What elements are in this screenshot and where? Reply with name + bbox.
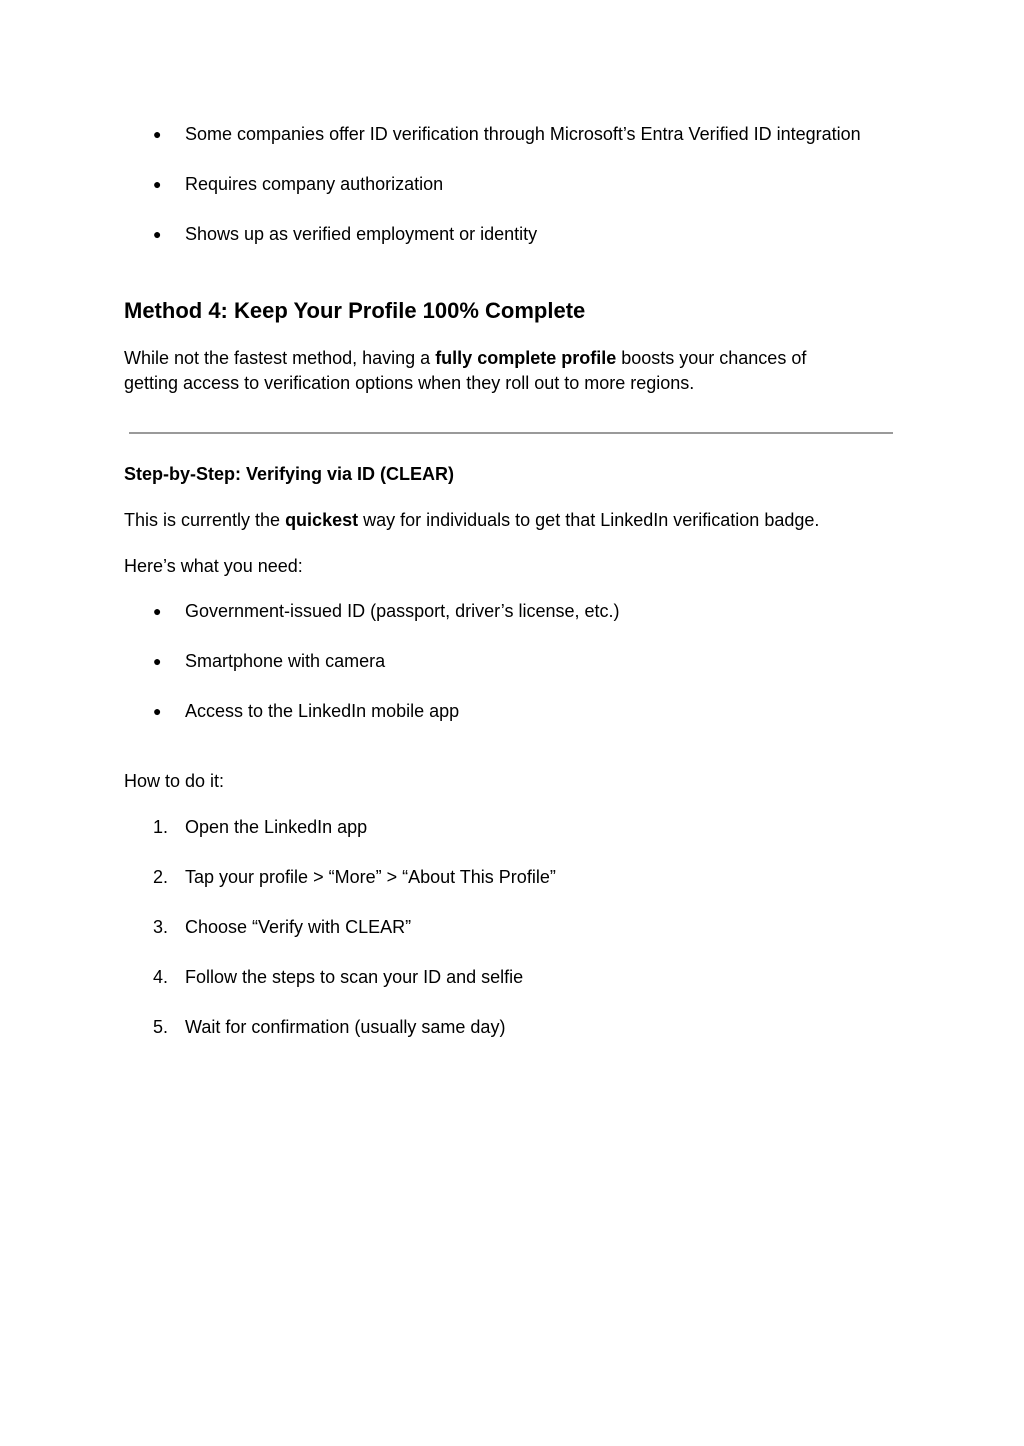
- text-run: This is currently the: [124, 510, 286, 530]
- steps-intro: [124, 508, 819, 533]
- bullet-dot: ●: [153, 176, 162, 192]
- step-number: 3.: [153, 917, 169, 937]
- horizontal-divider: [129, 432, 893, 434]
- bold-text-run: fully complete profile: [435, 348, 617, 368]
- bullet-dot: ●: [153, 226, 162, 242]
- method4-paragraph-line2: getting access to verification options when they roll out to more regions.: [124, 373, 695, 393]
- list-item-text: Follow the steps to scan your ID and selfie: [185, 967, 524, 987]
- step-number: 5.: [153, 1017, 169, 1037]
- bullet-dot: ●: [153, 603, 162, 619]
- list-item-text: Some companies offer ID verification through Microsoft’s Entra Verified ID integration: [185, 124, 861, 144]
- list-item-text: Tap your profile > “More” > “About This Profile”: [185, 867, 556, 887]
- step-number: 1.: [153, 817, 169, 837]
- list-item-text: Shows up as verified employment or identity: [185, 224, 538, 244]
- bullet-dot: ●: [153, 126, 162, 142]
- bullet-dot: ●: [153, 653, 162, 669]
- list-item-text: Wait for confirmation (usually same day): [185, 1017, 506, 1037]
- list-item-text: Smartphone with camera: [185, 651, 386, 671]
- list-item-text: Choose “Verify with CLEAR”: [185, 917, 412, 937]
- text-run: boosts your chances of: [616, 348, 807, 368]
- bold-text-run: quickest: [285, 510, 359, 530]
- bullet-dot: ●: [153, 703, 162, 719]
- how-label: How to do it:: [124, 771, 225, 791]
- needs-label: Here’s what you need:: [124, 556, 303, 576]
- text-run: way for individuals to get that LinkedIn verification badge.: [358, 510, 820, 530]
- list-item-text: Requires company authorization: [185, 174, 444, 194]
- list-item-text: Open the LinkedIn app: [185, 817, 368, 837]
- step-number: 2.: [153, 867, 169, 887]
- method4-paragraph-line1: [124, 346, 806, 371]
- list-item-text: Access to the LinkedIn mobile app: [185, 701, 460, 721]
- method4-heading: Method 4: Keep Your Profile 100% Complete: [124, 298, 586, 323]
- steps-heading: Step-by-Step: Verifying via ID (CLEAR): [124, 464, 455, 484]
- step-number: 4.: [153, 967, 169, 987]
- text-run: While not the fastest method, having a: [124, 348, 436, 368]
- list-item-text: Government-issued ID (passport, driver’s license, etc.): [185, 601, 620, 621]
